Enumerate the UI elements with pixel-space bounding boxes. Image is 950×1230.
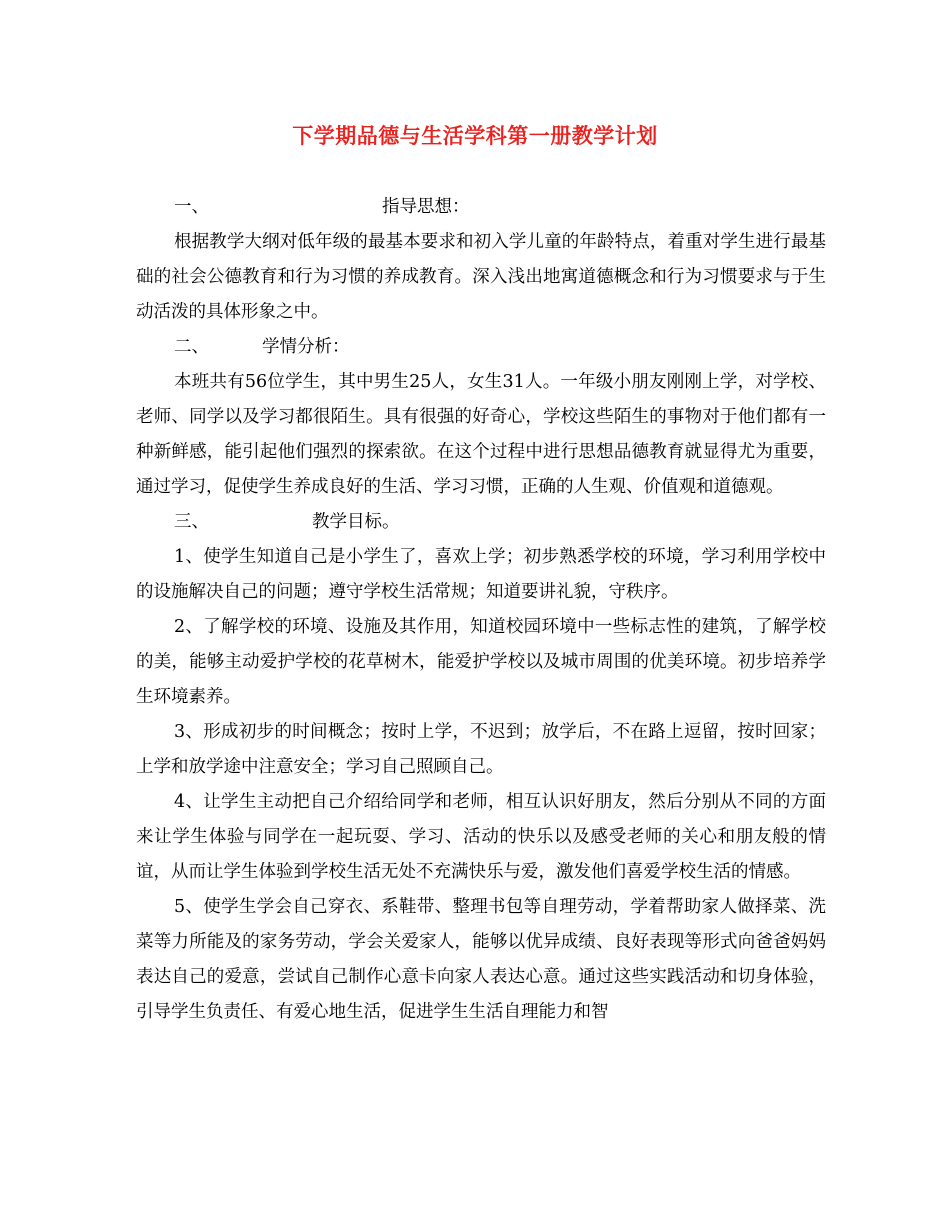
section-title-2: 学情分析： [262,337,350,357]
section-number-2: 二、 [174,337,209,357]
paragraph-guiding-thought: 根据教学大纲对低年级的最基本要求和初入学儿童的年龄特点，着重对学生进行最基础的社会公德教育和行为习惯的养成教育。深入浅出地寓道德概念和行为习惯要求与于生动活泼的具体形象之中。 [136,232,826,322]
goal-item-5: 5、使学生学会自己穿衣、系鞋带、整理书包等自理劳动，学着帮助家人做择菜、洗菜等力所能及的家务劳动，学会关爱家人，能够以优异成绩、良好表现等形式向爸爸妈妈表达自己的爱意，尝试自己制作心意卡向家人表达心意。通过这些实践活动和切身体验，引导学生负责任、有爱心地生活，促进学生生活自理能力和智 [136,897,826,1022]
paragraph-student-analysis: 本班共有56位学生，其中男生25人，女生31人。一年级小朋友刚刚上学，对学校、老师、同学以及学习都很陌生。具有很强的好奇心，学校这些陌生的事物对于他们都有一种新鲜感，能引起他们强烈的探索欲。在这个过程中进行思想品德教育就显得尤为重要，通过学习，促使学生养成良好的生活、学习习惯，正确的人生观、价值观和道德观。 [136,372,826,497]
document-title: 下学期品德与生活学科第一册教学计划 [292,123,658,148]
goal-item-4: 4、让学生主动把自己介绍给同学和老师，相互认识好朋友，然后分别从不同的方面来让学生体验与同学在一起玩耍、学习、活动的快乐以及感受老师的关心和朋友般的情谊，从而让学生体验到学校生活无处不充满快乐与爱，激发他们喜爱学校生活的情感。 [136,792,826,882]
goal-item-2: 2、了解学校的环境、设施及其作用，知道校园环境中一些标志性的建筑，了解学校的美，能够主动爱护学校的花草树木，能爱护学校以及城市周围的优美环境。初步培养学生环境素养。 [136,617,826,707]
section-number-1: 一、 [174,197,209,217]
section-heading-1 [136,190,826,225]
section-title-3: 教学目标。 [312,512,400,532]
document-body [136,190,826,1030]
section-title-1: 指导思想： [382,197,470,217]
goal-item-1: 1、使学生知道自己是小学生了，喜欢上学；初步熟悉学校的环境，学习利用学校中的设施解决自己的问题；遵守学校生活常规；知道要讲礼貌，守秩序。 [136,547,826,602]
section-number-3: 三、 [174,512,209,532]
section-heading-3 [136,505,826,540]
section-heading-2 [136,330,826,365]
goal-item-3: 3、形成初步的时间概念；按时上学，不迟到；放学后，不在路上逗留，按时回家；上学和放学途中注意安全；学习自己照顾自己。 [136,722,826,777]
